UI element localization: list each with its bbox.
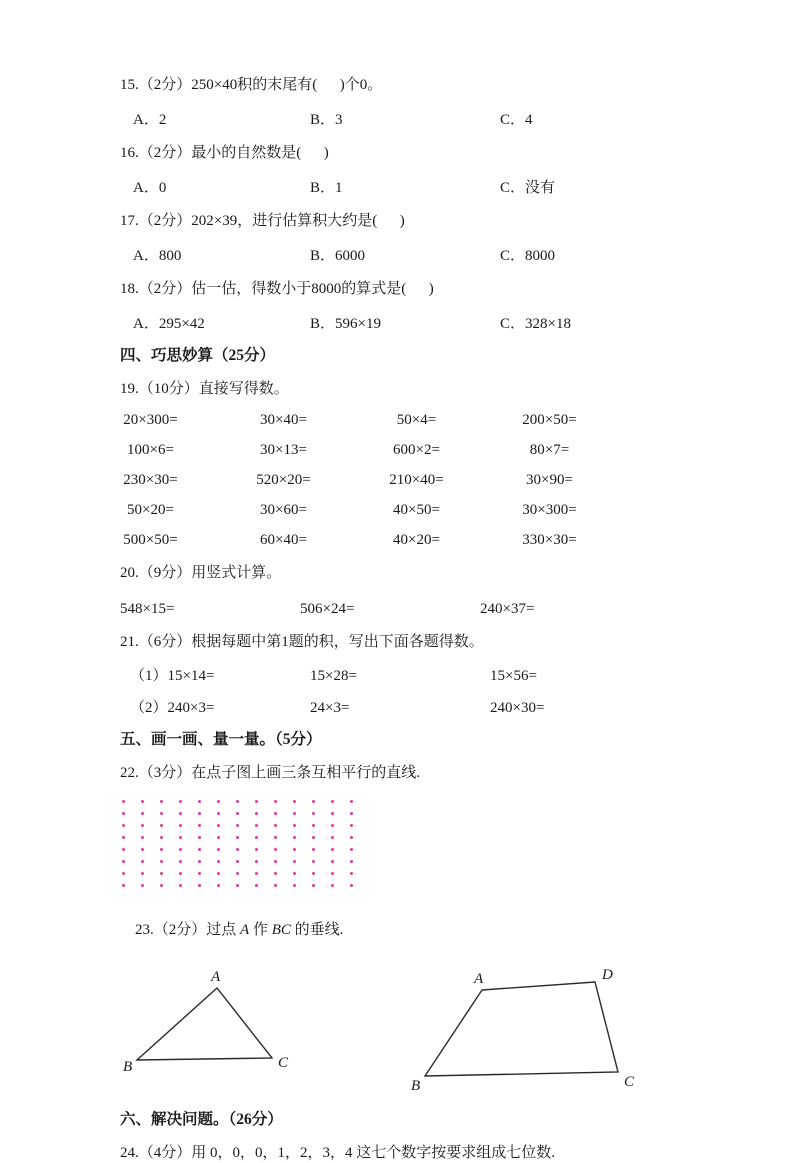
q21-stem: 21.（6分）根据每题中第1题的积，写出下面各题得数。: [120, 634, 484, 650]
question-stem: 15.（2分）250×40积的末尾有( )个0。: [120, 77, 383, 93]
grid-dot: [236, 884, 239, 887]
grid-dot: [198, 800, 201, 803]
calc-item: 80×7=: [529, 442, 570, 458]
calc-item: 40×20=: [393, 532, 440, 548]
grid-dot: [122, 860, 125, 863]
grid-dot: [255, 812, 258, 815]
choice-questions: [120, 75, 683, 334]
grid-dot: [293, 800, 296, 803]
grid-dot: [122, 800, 125, 803]
grid-dot: [179, 824, 182, 827]
q23-stem: [120, 900, 683, 960]
grid-dot: [217, 884, 220, 887]
calc-item: 30×40=: [260, 412, 307, 428]
grid-dot: [160, 860, 163, 863]
triangle-figure: [122, 966, 302, 1078]
option: C．8000: [500, 248, 556, 264]
option: B．596×19: [310, 316, 381, 332]
grid-dot: [198, 824, 201, 827]
grid-dot: [217, 872, 220, 875]
question-stem: 18.（2分）估一估，得数小于8000的算式是( ): [120, 281, 434, 297]
options-row: [120, 314, 683, 334]
option: B．1: [310, 180, 343, 196]
grid-dot: [236, 872, 239, 875]
grid-dot: [141, 836, 144, 839]
q22-stem: 22.（3分）在点子图上画三条互相平行的直线.: [120, 765, 421, 781]
grid-dot: [160, 848, 163, 851]
calc-item: 100×6=: [127, 442, 174, 458]
grid-dot: [141, 800, 144, 803]
option: A．295×42: [133, 316, 205, 332]
grid-dot: [312, 836, 315, 839]
q20-items: [120, 599, 683, 619]
grid-dot: [255, 824, 258, 827]
options-row: [120, 178, 683, 198]
grid-dot: [255, 872, 258, 875]
q21-row-1: [120, 666, 683, 686]
grid-dot: [274, 848, 277, 851]
grid-dot: [198, 860, 201, 863]
options-row: [120, 110, 683, 130]
grid-dot: [274, 872, 277, 875]
grid-dot: [274, 824, 277, 827]
grid-dot: [350, 812, 353, 815]
grid-dot: [179, 836, 182, 839]
q23-text-mid: 作: [249, 922, 272, 938]
grid-dot: [198, 884, 201, 887]
grid-dot: [179, 872, 182, 875]
grid-dot: [255, 800, 258, 803]
grid-dot: [274, 860, 277, 863]
grid-dot: [350, 884, 353, 887]
option: C．328×18: [500, 316, 571, 332]
grid-dot: [122, 848, 125, 851]
grid-dot: [217, 800, 220, 803]
grid-dot: [350, 800, 353, 803]
grid-dot: [255, 848, 258, 851]
grid-dot: [255, 884, 258, 887]
grid-dot: [331, 824, 334, 827]
grid-dot: [217, 812, 220, 815]
trapezoid-label-c: C: [624, 1074, 635, 1090]
grid-dot: [122, 872, 125, 875]
grid-dot: [141, 884, 144, 887]
option: C．4: [500, 112, 533, 128]
grid-dot: [350, 836, 353, 839]
grid-dot: [350, 860, 353, 863]
calc-item: 500×50=: [123, 532, 178, 548]
direct-calc-grid: [84, 411, 683, 550]
grid-dot: [293, 812, 296, 815]
calc-item: 230×30=: [123, 472, 178, 488]
question-stem: 16.（2分）最小的自然数是( ): [120, 145, 329, 161]
grid-dot: [274, 836, 277, 839]
option: A．0: [133, 180, 167, 196]
question-stem: 17.（2分）202×39，进行估算积大约是( ): [120, 213, 405, 229]
grid-dot: [179, 800, 182, 803]
grid-dot: [236, 860, 239, 863]
q23-segment-bc: BC: [271, 922, 291, 938]
calc-item: 30×60=: [260, 502, 307, 518]
grid-dot: [179, 812, 182, 815]
grid-dot: [293, 872, 296, 875]
grid-dot: [236, 848, 239, 851]
grid-dot: [217, 824, 220, 827]
grid-dot: [331, 848, 334, 851]
grid-dot: [312, 848, 315, 851]
grid-dot: [160, 836, 163, 839]
grid-dot: [274, 800, 277, 803]
option: B．3: [310, 112, 343, 128]
grid-dot: [198, 848, 201, 851]
trapezoid-label-d: D: [602, 967, 613, 983]
grid-dot: [141, 872, 144, 875]
grid-dot: [293, 824, 296, 827]
grid-dot: [274, 812, 277, 815]
q23-text: 23.（2分）过点: [135, 922, 241, 938]
calc-item: 330×30=: [522, 532, 577, 548]
grid-dot: [160, 812, 163, 815]
section-5-title: 五、画一画、量一量。（5分）: [120, 731, 322, 748]
grid-dot: [160, 884, 163, 887]
calc-item: 240×37=: [480, 601, 535, 617]
grid-dot: [331, 812, 334, 815]
grid-dot: [350, 848, 353, 851]
grid-dot: [141, 860, 144, 863]
calc-item: 210×40=: [389, 472, 444, 488]
grid-dot: [293, 848, 296, 851]
grid-dot: [217, 860, 220, 863]
grid-dot: [179, 848, 182, 851]
calc-item: 506×24=: [300, 601, 355, 617]
grid-dot: [179, 884, 182, 887]
grid-dot: [141, 812, 144, 815]
grid-dot: [122, 884, 125, 887]
grid-dot: [331, 860, 334, 863]
grid-dot: [312, 812, 315, 815]
calc-item: 50×4=: [396, 412, 437, 428]
calc-item: 600×2=: [393, 442, 440, 458]
grid-dot: [198, 836, 201, 839]
triangle-label-a: A: [211, 969, 221, 985]
calc-item: 520×20=: [256, 472, 311, 488]
grid-dot: [274, 884, 277, 887]
grid-dot: [312, 860, 315, 863]
section-6-title: 六、解决问题。（26分）: [120, 1111, 283, 1128]
calc-item: 30×300=: [522, 502, 577, 518]
grid-dot: [160, 800, 163, 803]
grid-dot: [293, 884, 296, 887]
option: A．2: [133, 112, 167, 128]
q23-figures: [122, 966, 683, 1098]
option: A．800: [133, 248, 182, 264]
grid-dot: [312, 800, 315, 803]
grid-dot: [122, 824, 125, 827]
q20-stem: 20.（9分）用竖式计算。: [120, 565, 282, 581]
grid-dot: [236, 824, 239, 827]
grid-dot: [141, 824, 144, 827]
grid-dot: [255, 860, 258, 863]
grid-dot: [217, 848, 220, 851]
triangle-label-b: B: [123, 1059, 133, 1075]
grid-dot: [350, 872, 353, 875]
trapezoid-label-b: B: [411, 1078, 421, 1094]
grid-dot: [236, 812, 239, 815]
grid-dot: [160, 824, 163, 827]
calc-item: 200×50=: [522, 412, 577, 428]
q23-point-a: A: [240, 922, 250, 938]
calc-item: 40×50=: [393, 502, 440, 518]
grid-dot: [122, 836, 125, 839]
option: C．没有: [500, 180, 556, 196]
grid-dot: [331, 800, 334, 803]
grid-dot: [236, 800, 239, 803]
grid-dot: [141, 848, 144, 851]
calc-item: 15×28=: [310, 668, 357, 684]
grid-dot: [255, 836, 258, 839]
dot-grid: [122, 791, 683, 887]
grid-dot: [293, 836, 296, 839]
option: B．6000: [310, 248, 366, 264]
grid-dot: [293, 860, 296, 863]
grid-dot: [236, 836, 239, 839]
grid-dot: [312, 884, 315, 887]
calc-item: 30×13=: [260, 442, 307, 458]
triangle-label-c: C: [278, 1055, 289, 1071]
grid-dot: [312, 872, 315, 875]
calc-item: （2）240×3=: [130, 700, 215, 716]
q19-stem: 19.（10分）直接写得数。: [120, 381, 289, 397]
grid-dot: [179, 860, 182, 863]
calc-item: 30×90=: [526, 472, 573, 488]
grid-dot: [160, 872, 163, 875]
q23-text-end: 的垂线.: [290, 922, 344, 938]
grid-dot: [350, 824, 353, 827]
grid-dot: [312, 824, 315, 827]
grid-dot: [198, 872, 201, 875]
grid-dot: [331, 872, 334, 875]
grid-dot: [217, 836, 220, 839]
calc-item: （1）15×14=: [130, 668, 215, 684]
calc-item: 20×300=: [123, 412, 178, 428]
section-4-title: 四、巧思妙算（25分）: [120, 347, 276, 364]
calc-item: 50×20=: [127, 502, 174, 518]
calc-item: 548×15=: [120, 601, 175, 617]
calc-item: 60×40=: [260, 532, 307, 548]
options-row: [120, 246, 683, 266]
calc-item: 24×3=: [310, 700, 350, 716]
calc-item: 15×56=: [490, 668, 537, 684]
calc-item: 240×30=: [490, 700, 545, 716]
q21-row-2: [120, 698, 683, 718]
grid-dot: [198, 812, 201, 815]
trapezoid-label-a: A: [474, 971, 484, 987]
grid-dot: [331, 836, 334, 839]
q24-stem: 24.（4分）用 0，0，0，1，2，3，4 这七个数字按要求组成七位数.: [120, 1145, 556, 1161]
trapezoid-figure: [410, 966, 645, 1094]
grid-dot: [122, 812, 125, 815]
grid-dot: [331, 884, 334, 887]
